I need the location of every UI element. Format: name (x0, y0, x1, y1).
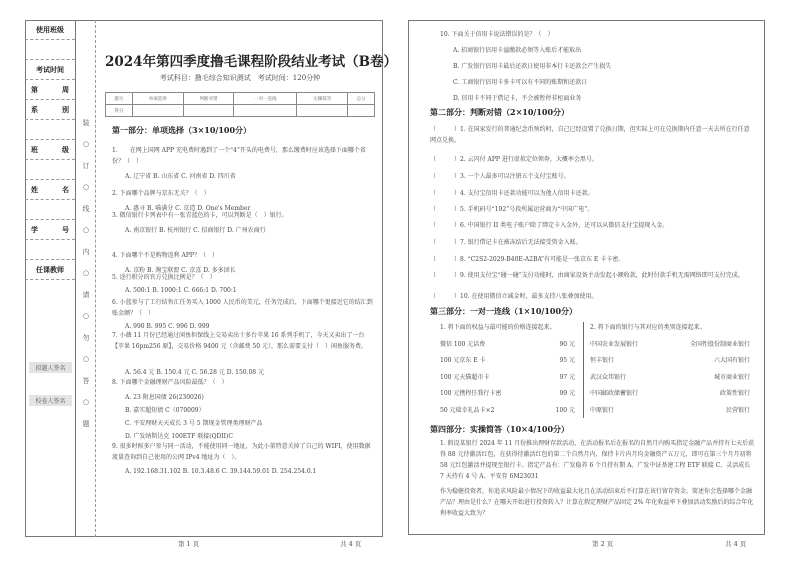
score-header: 判断对错 (183, 93, 234, 105)
binding-field[interactable] (25, 200, 75, 220)
matching-row (440, 335, 575, 352)
question-text: 6. 小蓝参与了工行结售汇任务买入 1000 人民币的美元，任务完成后，下面哪个更接近它的结汇到账金额？（ ） (112, 299, 373, 317)
notice-char: ○ (82, 268, 90, 277)
judgment-item: （ ）3. 一个人最多可以注册五个支付宝账号。 (430, 173, 570, 180)
question-text: 7. 小薇 11 月份已经通过闲鱼担保线上交易卖出十多台苹果 16 系列手机了，今天又卖出了一台【苹果 16pm256 原】，交易价格 9400 元（含邮费 50 元），那么需要支付（ ）闲鱼服务费。 (112, 332, 367, 350)
answer-options: A. 惠寻 B. 喵满分 C. 京造 D. One's Member (125, 205, 251, 212)
matching-row (440, 401, 575, 418)
matching-right-item: 民营银行 (725, 406, 750, 414)
matching-divider (583, 322, 584, 418)
notice-char: 请 (82, 291, 90, 299)
question-text: 3. 微信银行卡列表中有一张青蓝色的卡，可以判断是（ ）银行。 (112, 212, 288, 219)
judgment-item: （ ）4. 支付宝信用卡还款功能可以为他人信用卡还款。 (430, 190, 594, 197)
page-total: 共 4 页 (725, 540, 747, 548)
notice-char: ○ (82, 397, 90, 406)
signature-label: 拟题人签名 (29, 362, 72, 373)
matching-right-item: 六大国有银行 (713, 357, 750, 365)
matching-left-item: 100 元天猫超市卡 (440, 373, 490, 381)
matching-left-item: 中国农业发展银行 (590, 340, 639, 348)
matching-right-item: 97 元 (559, 373, 575, 381)
matching-right-item: 城市商业银行 (713, 373, 750, 381)
binding-label: 学 (31, 224, 38, 234)
matching-left-item: 100 元京东 E 卡 (440, 357, 486, 365)
score-header: 实操简答 (297, 93, 348, 105)
judgment-item: （ ）9. 使用支付宝“碰一碰”支付功能时，由商家设备主动发起小额收款，此时付款手机无需网络即可支付完成。 (430, 272, 744, 279)
binding-label: 名 (62, 184, 69, 194)
matching-left-item: 100 元携程任我行卡密 (440, 390, 502, 398)
binding-field[interactable] (25, 240, 75, 260)
notice-char: ○ (82, 139, 90, 148)
judgment-item: （ ）2. 云闪付 APP 进行虚拟定位领券，大概率会黑号。 (430, 156, 598, 163)
binding-field (25, 260, 75, 280)
score-cell (183, 105, 234, 117)
binding-line-notice (78, 20, 94, 537)
judgment-item: （ ）7. 银行借记卡在被冻结后无法接受资金入账。 (430, 239, 582, 246)
binding-field (25, 140, 75, 160)
score-header: 单项选择 (132, 93, 183, 105)
page-number: 第 1 页 (178, 540, 200, 548)
score-cell (234, 105, 297, 117)
binding-label: 周 (62, 84, 69, 94)
notice-char: ○ (82, 354, 90, 363)
section-1-heading: 第一部分：单项选择（3×10/100分） (112, 125, 252, 135)
matching-right-item: 95 元 (559, 357, 575, 365)
section-4-heading: 第四部分：实操简答（10×4/100分） (430, 424, 570, 434)
notice-char: 内 (82, 248, 90, 256)
binding-label: 第 (31, 84, 38, 94)
page-total: 共 4 页 (340, 540, 362, 548)
score-table (105, 92, 375, 117)
answer-options: A. 辽宁省 B. 山东省 C. 河南省 D. 四川省 (125, 173, 236, 180)
matching-left-item: 微信 100 元话费 (440, 340, 486, 348)
question-text: 4. 下面哪个不是购物返利 APP？（ ） (112, 252, 218, 259)
essay-prompt: 作为稳健投资者，你追求风险最小情况下的收益最大化且在活动结束后不打算在该行留存资金，简述你会选择哪个金融产品？理由是什么？在哪天开始进行投资转入？计算在假定理财产品固定 2% 年化收益率下叠加活动奖励后的综合年化利率收益大致为？ (440, 488, 754, 517)
score-cell (348, 105, 375, 117)
binding-dashed-line (95, 20, 96, 537)
binding-field (25, 220, 75, 240)
notice-char: 订 (82, 162, 90, 170)
answer-options: A. 南京银行 B. 杭州银行 C. 招商银行 D. 广州农商行 (125, 227, 266, 234)
matching-row (590, 368, 750, 385)
answer-option: C. 工商银行信用卡多卡可以有不同的账期和还款日 (453, 79, 588, 86)
signature-label: 校卷人签名 (29, 395, 72, 406)
matching-left-item: 中原银行 (590, 406, 615, 414)
question-text: 9. 很多时候多户参与同一活动，不能使用同一地址，为此小董特意关掉了自己的 WIFI，使用数据流量查询到自己使用的公网 IPv4 地址为（ ）。 (112, 443, 371, 461)
score-header: 总分 (348, 93, 375, 105)
answer-options: C. 平安理财天天成长 3 号 5 期现金管理类理财产品 (125, 420, 263, 427)
matching-row (590, 352, 750, 369)
binding-label: 系 (31, 104, 38, 114)
binding-label: 别 (62, 104, 69, 114)
answer-options: A. 京粉 B. 淘宝联盟 C. 京喜 D. 多多团长 (125, 267, 236, 274)
matching-right-item: 90 元 (559, 340, 575, 348)
score-cell: 得分 (106, 105, 133, 117)
judgment-item: （ ）10. 在使用微信立减金时，最多支持八张叠加使用。 (430, 293, 598, 300)
matching-question-2 (590, 322, 750, 418)
binding-field (25, 60, 75, 80)
notice-char: 装 (82, 119, 90, 127)
essay-question: 1. 假设某银行 2024 年 11 月份推出理财存款活动，在活动报名后在报名的自然月内购买指定金融产品并持有七天后获得 88 元待激活红包，在获得待激活红包的第二个自然月内，保持卡片内月均金融资产五万元，即可在第三个月月初将 58 元红包激活并提现至银行卡。指定产品有：广发稳养 6 个月持有期 A、广发中证基建工程 ETF 联接 C、灵活成长 7 天持有 4 号 A、平安存 6M23031 (440, 440, 755, 480)
question-text: 1. 在网上国网 APP 充电费时遇到了一个“4”开头的电费号，那么缴费时应该选择下面哪个省份？（ ） (112, 147, 366, 165)
answer-option: D. 信用卡不同于借记卡，不会被暂停非柜面业务 (453, 95, 582, 102)
question-text: 5. 途行积分的官方兑换比例是？（ ） (112, 274, 216, 281)
binding-label: 级 (62, 144, 69, 154)
page-title: 2024年第四季度撸毛课程阶段结业考试（B卷） (105, 54, 397, 70)
answer-options: D. 广发纳斯达克 100ETF 联接(QDII)C (125, 433, 233, 440)
binding-label: 任课教师 (36, 264, 64, 274)
exam-subtitle: 考试科目：撸毛综合知识测试 考试时间：120分钟 (159, 74, 321, 82)
binding-label: 班 (31, 144, 38, 154)
notice-char: ○ (82, 311, 90, 320)
notice-char: ○ (82, 182, 90, 191)
binding-field (25, 20, 75, 40)
notice-char: 勿 (82, 334, 90, 342)
answer-options: A. 192.168.31.102 B. 10.3.48.6 C. 39.144.59.01 D. 254.254.0.1 (125, 468, 317, 475)
notice-char: 题 (82, 420, 90, 428)
answer-option: B. 广发银行信用卡最后还款日使用非本行卡还款会产生损失 (453, 63, 612, 70)
matching-prompt: 2. 将下面的银行与其对应的类别连接起来。 (590, 324, 706, 331)
matching-left-item: 恒丰银行 (590, 357, 615, 365)
page-number: 第 2 页 (592, 540, 614, 548)
matching-row (440, 385, 575, 402)
binding-label: 考试时间 (36, 64, 64, 74)
binding-field (25, 100, 75, 120)
judgment-item: （ ）8. “C2S2-2029-B40E-A2BA”有可能是一张京东 E 卡卡密。 (430, 256, 625, 263)
answer-option: A. 招商银行信用卡溢缴款必须等入账后才能取出 (453, 47, 582, 54)
section-3-heading: 第三部分：一对一连线（1×10/100分） (430, 306, 578, 316)
binding-info-column (25, 20, 76, 537)
notice-char: ○ (82, 225, 90, 234)
score-header: 一对一连线 (234, 93, 297, 105)
answer-options: B. 嘉实超短债 C（070009） (125, 407, 205, 414)
answer-options: A. 500:1 B. 1000:1 C. 666:1 D. 700:1 (125, 287, 237, 294)
binding-label: 姓 (31, 184, 38, 194)
binding-field[interactable] (25, 40, 75, 60)
matching-right-item: 100 元 (555, 406, 575, 414)
answer-options: A. 56.4 元 B. 150.4 元 C. 56.28 元 D. 150.08 元 (125, 369, 265, 376)
score-cell (297, 105, 348, 117)
matching-row (590, 335, 750, 352)
answer-options: A. 990 B. 995 C. 996 D. 999 (125, 323, 210, 330)
binding-field (25, 80, 75, 100)
question-text: 10. 下面关于信用卡说法错误的是？（ ） (440, 31, 554, 38)
matching-right-item: 全国性股份制商业银行 (689, 340, 750, 348)
judgment-item: （ ）5. 手机码号“192”号段所属运营商为“中国广电”。 (430, 206, 594, 213)
question-text: 2. 下面哪个品牌与京东无关？（ ） (112, 190, 210, 197)
matching-row (440, 368, 575, 385)
answer-options: A. 23 附息国债 26(230026) (125, 394, 204, 401)
matching-right-item: 政策性银行 (719, 390, 750, 398)
binding-label: 号 (62, 224, 69, 234)
binding-field[interactable] (25, 120, 75, 140)
judgment-item: （ ）1. 在国家发行的普通纪念币预约时，自己已经设置了兑换日期，但实际上可在兑换期内任意一天去所在行任意网点兑换。 (430, 126, 750, 144)
matching-prompt: 1. 将下面的权益与最可能的价格连接起来。 (440, 324, 556, 331)
matching-row (440, 352, 575, 369)
matching-row (590, 385, 750, 402)
score-cell (132, 105, 183, 117)
question-text: 8. 下面哪个金融理财产品风险最低？（ ） (112, 379, 228, 386)
matching-left-item: 中国邮政储蓄银行 (590, 390, 639, 398)
binding-label: 使用班级 (36, 24, 64, 34)
matching-left-item: 武汉众邦银行 (590, 373, 627, 381)
matching-row (590, 401, 750, 418)
binding-field (25, 180, 75, 200)
notice-char: 线 (82, 205, 90, 213)
matching-question-1 (440, 322, 575, 418)
binding-field[interactable] (25, 160, 75, 180)
score-header: 题号 (106, 93, 133, 105)
matching-left-item: 50 元瑞幸礼品卡×2 (440, 406, 495, 414)
notice-char: 答 (82, 377, 90, 385)
matching-right-item: 99 元 (559, 390, 575, 398)
judgment-item: （ ）6. 中国银行 II 类电子账户除了绑定卡入金外，还可以从微信支付宝提现入金。 (430, 222, 669, 229)
section-2-heading: 第二部分：判断对错（2×10/100分） (430, 107, 570, 117)
